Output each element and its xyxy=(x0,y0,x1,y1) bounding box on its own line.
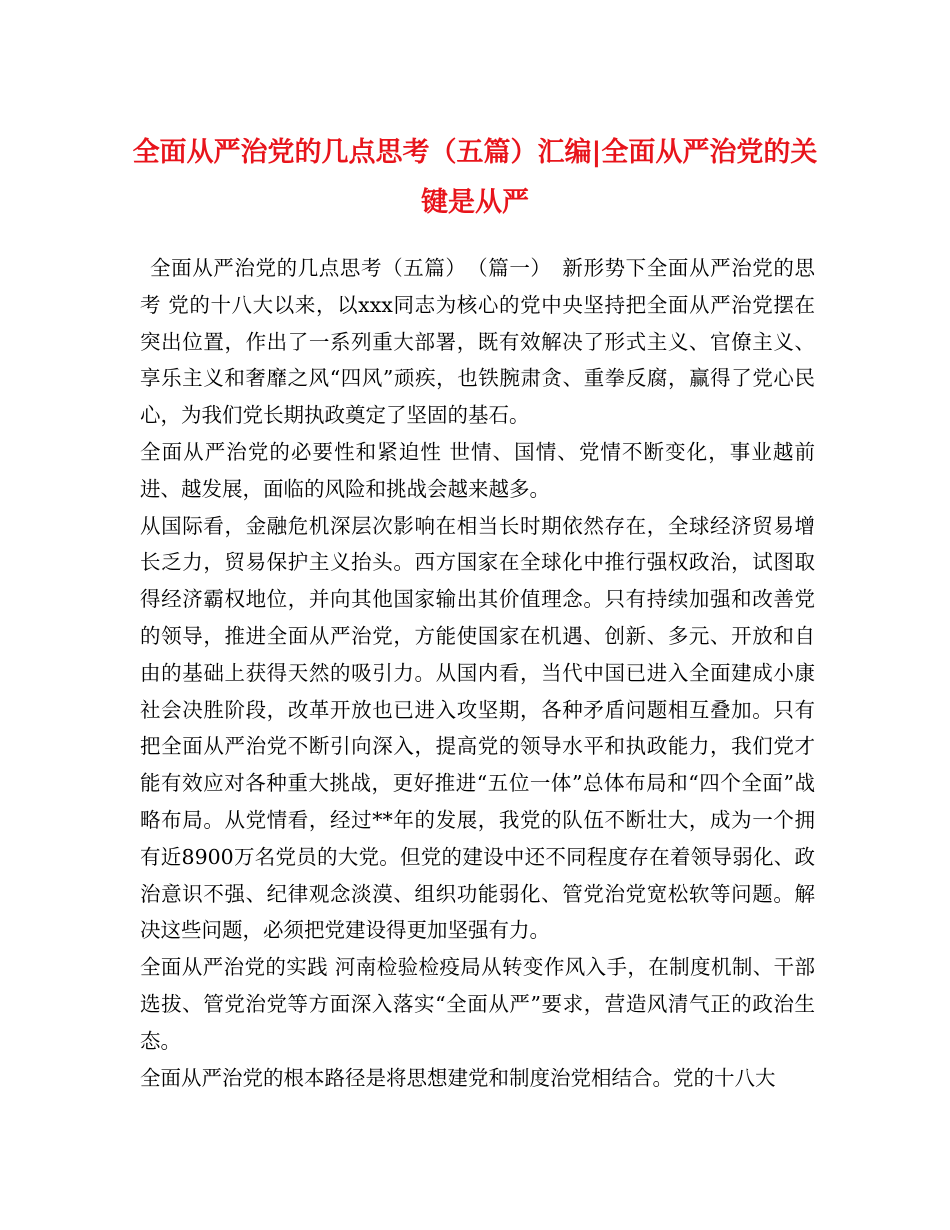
document-title: 全面从严治党的几点思考（五篇）汇编|全面从严治党的关键是从严 xyxy=(132,137,818,218)
paragraph-analysis: 从国际看，金融危机深层次影响在相当长时期依然存在，全球经济贸易增长乏力，贸易保护主义抬头。西方国家在全球化中推行强权政治，试图取得经济霸权地位，并向其他国家输出其价值理念。只有持续加强和改善党的领导，推进全面从严治党，方能使国家在机遇、创新、多元、开放和自由的基础上获得天然的吸引力。从国内看，当代中国已进入全面建成小康社会决胜阶段，改革开放也已进入攻坚期，各种矛盾问题相互叠加。只有把全面从严治党不断引向深入，提高党的领导水平和执政能力，我们党才能有效应对各种重大挑战，更好推进“五位一体”总体布局和“四个全面”战略布局。从党情看，经过**年的发展，我党的队伍不断壮大，成为一个拥有近8900万名党员的大党。但党的建设中还不同程度存在着领导弱化、政治意识不强、纪律观念淡漠、组织功能弱化、管党治党宽松软等问题。解决这些问题，必须把党建设得更加坚强有力。 xyxy=(140,513,815,943)
paragraph-intro: 全面从严治党的几点思考（五篇） （篇一） 新形势下全面从严治党的思考 党的十八大以来，以xxx同志为核心的党中央坚持把全面从严治党摆在突出位置，作出了一系列重大部署，既有效解决了形式主义、官僚主义、享乐主义和奢靡之风“四风”顽疾，也铁腕肃贪、重拳反腐，赢得了党心民心，为我们党长期执政奠定了坚固的基石。 xyxy=(140,256,815,428)
paragraph-necessity: 全面从严治党的必要性和紧迫性 世情、国情、党情不断变化，事业越前进、越发展，面临的风险和挑战会越来越多。 xyxy=(140,439,815,501)
paragraph-path: 全面从严治党的根本路径是将思想建党和制度治党相结合。党的十八大 xyxy=(140,1065,776,1090)
paragraph-practice: 全面从严治党的实践 河南检验检疫局从转变作风入手，在制度机制、干部选拔、管党治党等方面深入落实“全面从严”要求，营造风清气正的政治生态。 xyxy=(140,955,815,1053)
document-body xyxy=(140,250,815,1096)
